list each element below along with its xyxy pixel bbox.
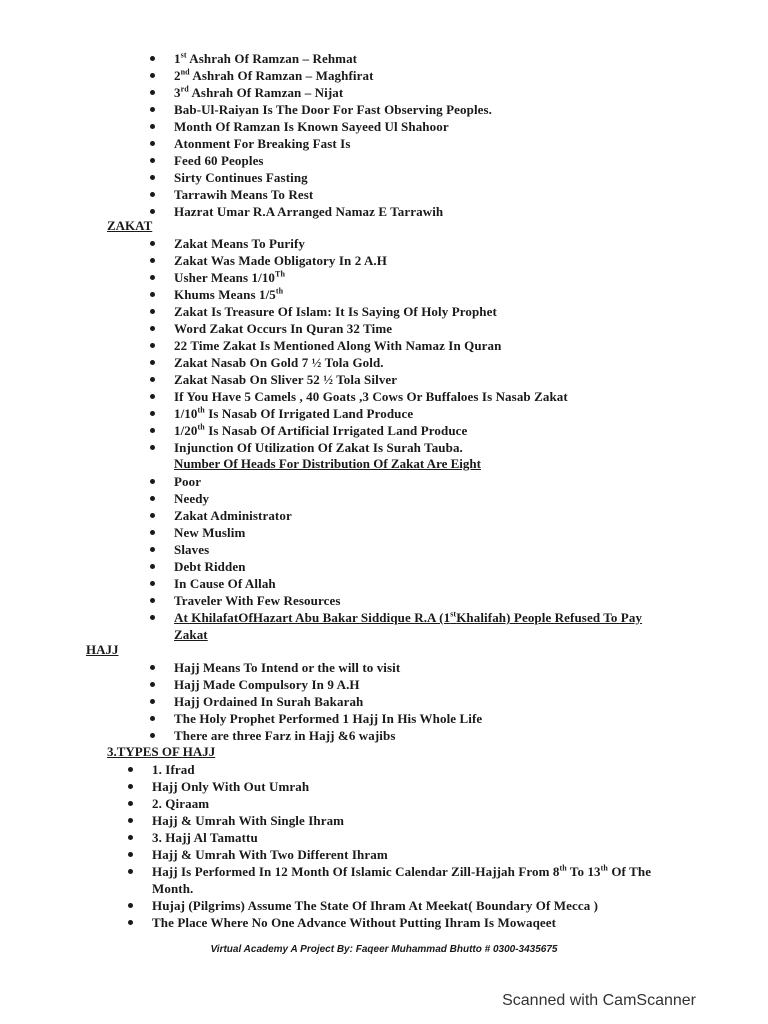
list-item: Zakat Nasab On Gold 7 ½ Tola Gold. (174, 354, 694, 371)
list-item: Slaves (174, 541, 674, 558)
list-item: 1st Ashrah Of Ramzan – Rehmat (174, 50, 694, 67)
list-item: Khums Means 1/5th (174, 286, 694, 303)
list-item: At KhilafatOfHazart Abu Bakar Siddique R.A (1stKhalifah) People Refused To Pay Zakat (174, 609, 674, 643)
list-item: Poor (174, 473, 674, 490)
list-item: 1/10th Is Nasab Of Irrigated Land Produce (174, 405, 694, 422)
list-item: Hajj & Umrah With Single Ihram (152, 812, 672, 829)
list-item: In Cause Of Allah (174, 575, 674, 592)
list-item: Hajj & Umrah With Two Different Ihram (152, 846, 672, 863)
list-item: The Place Where No One Advance Without Putting Ihram Is Mowaqeet (152, 914, 672, 931)
list-item: Zakat Administrator (174, 507, 674, 524)
list-item: There are three Farz in Hajj &6 wajibs (174, 727, 694, 744)
hajj-types-list (152, 761, 672, 931)
list-item: 1. Ifrad (152, 761, 672, 778)
scanner-watermark: Scanned with CamScanner (502, 992, 696, 1009)
list-item: Hajj Ordained In Surah Bakarah (174, 693, 694, 710)
list-item: Bab-Ul-Raiyan Is The Door For Fast Observing Peoples. (174, 101, 694, 118)
hajj-heading: HAJJ (86, 642, 119, 657)
list-item: Feed 60 Peoples (174, 152, 694, 169)
list-item: Needy (174, 490, 674, 507)
list-item: Injunction Of Utilization Of Zakat Is Surah Tauba. (174, 439, 694, 456)
list-item: Usher Means 1/10Th (174, 269, 694, 286)
list-item: Zakat Means To Purify (174, 235, 694, 252)
list-item: 3. Hajj Al Tamattu (152, 829, 672, 846)
list-item: Word Zakat Occurs In Quran 32 Time (174, 320, 694, 337)
zakat-heads-heading: Number Of Heads For Distribution Of Zakat Are Eight (174, 456, 481, 471)
list-item: Zakat Nasab On Sliver 52 ½ Tola Silver (174, 371, 694, 388)
list-item: Debt Ridden (174, 558, 674, 575)
list-item: Zakat Was Made Obligatory In 2 A.H (174, 252, 694, 269)
zakat-list (174, 235, 694, 456)
list-item: The Holy Prophet Performed 1 Hajj In His Whole Life (174, 710, 694, 727)
hajj-list (174, 659, 694, 744)
list-item: Hajj Is Performed In 12 Month Of Islamic Calendar Zill-Hajjah From 8th To 13th Of The Month. (152, 863, 672, 897)
zakat-heading: ZAKAT (107, 218, 153, 233)
list-item: Traveler With Few Resources (174, 592, 674, 609)
hajj-types-heading: 3.TYPES OF HAJJ (107, 744, 216, 759)
list-item: Atonment For Breaking Fast Is (174, 135, 694, 152)
ramzan-list (174, 50, 694, 220)
list-item: 2. Qiraam (152, 795, 672, 812)
list-item: If You Have 5 Camels , 40 Goats ,3 Cows Or Buffaloes Is Nasab Zakat (174, 388, 694, 405)
list-item: Hajj Only With Out Umrah (152, 778, 672, 795)
list-item: Month Of Ramzan Is Known Sayeed Ul Shahoor (174, 118, 694, 135)
list-item: 1/20th Is Nasab Of Artificial Irrigated Land Produce (174, 422, 694, 439)
list-item: Hazrat Umar R.A Arranged Namaz E Tarrawih (174, 203, 694, 220)
zakat-heads-list (174, 473, 674, 643)
list-item: 3rd Ashrah Of Ramzan – Nijat (174, 84, 694, 101)
list-item: Sirty Continues Fasting (174, 169, 694, 186)
list-item: 22 Time Zakat Is Mentioned Along With Namaz In Quran (174, 337, 694, 354)
list-item: Hajj Made Compulsory In 9 A.H (174, 676, 694, 693)
list-item: Hajj Means To Intend or the will to visit (174, 659, 694, 676)
footer-credit: Virtual Academy A Project By: Faqeer Muhammad Bhutto # 0300-3435675 (210, 944, 558, 955)
list-item: Zakat Is Treasure Of Islam: It Is Saying Of Holy Prophet (174, 303, 694, 320)
list-item: Hujaj (Pilgrims) Assume The State Of Ihram At Meekat( Boundary Of Mecca ) (152, 897, 672, 914)
list-item: Tarrawih Means To Rest (174, 186, 694, 203)
list-item: 2nd Ashrah Of Ramzan – Maghfirat (174, 67, 694, 84)
list-item: New Muslim (174, 524, 674, 541)
